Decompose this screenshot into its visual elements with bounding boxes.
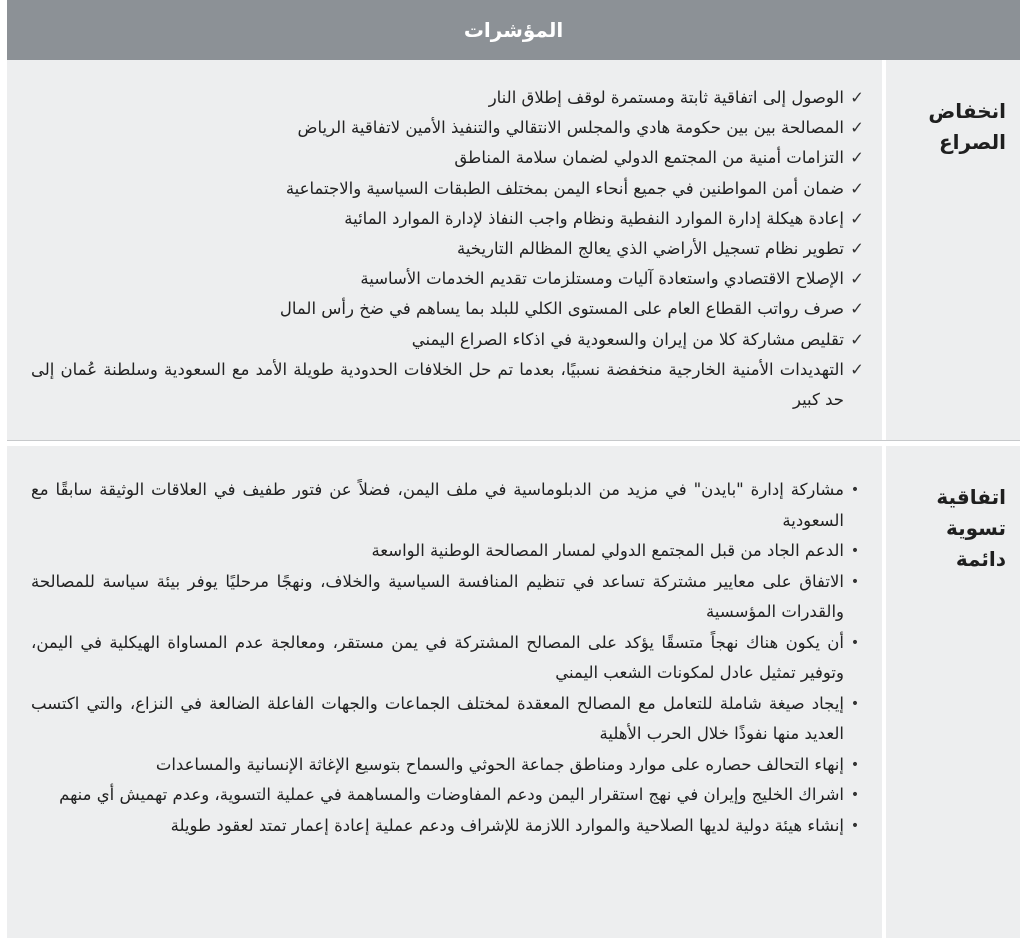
- list-item: ✓ تقليص مشاركة كلا من إيران والسعودية في اذكاء الصراع اليمني: [31, 325, 868, 355]
- row-content: [31, 475, 868, 841]
- list-item: • إيجاد صيغة شاملة للتعامل مع المصالح المعقدة لمختلف الجماعات والجهات الفاعلة الضالعة في النزاع، والتي اكتسب العديد منها نفوذًا خلال الحرب الأهلية: [31, 689, 868, 750]
- list-item: ✓ إعادة هيكلة إدارة الموارد النفطية ونظام واجب النفاذ لإدارة الموارد المائية: [31, 204, 868, 234]
- list-item: ✓ الإصلاح الاقتصادي واستعادة آليات ومستلزمات تقديم الخدمات الأساسية: [31, 264, 868, 294]
- list-item: • اشراك الخليج وإيران في نهج استقرار اليمن ودعم المفاوضات والمساهمة في عملية التسوية، وعدم تهميش أي منهم: [31, 780, 868, 811]
- row-label: انخفاض الصراع: [928, 99, 1006, 154]
- bullet-icon: •: [850, 482, 860, 498]
- checklist: [31, 83, 868, 415]
- list-item: ✓ ضمان أمن المواطنين في جميع أنحاء اليمن بمختلف الطبقات السياسية والاجتماعية: [31, 174, 868, 204]
- check-icon: ✓: [850, 178, 864, 198]
- bullet-icon: •: [850, 573, 860, 590]
- check-icon: ✓: [850, 208, 864, 228]
- list-item: • الاتفاق على معايير مشتركة تساعد في تنظيم المنافسة السياسية والخلاف، ونهجًا مرحليًا يوفر بيئة سياسة للمصالحة والقدرات المؤسسية: [31, 567, 868, 628]
- check-icon: ✓: [850, 269, 864, 289]
- check-icon: ✓: [850, 239, 864, 259]
- bullet-icon: •: [850, 695, 860, 712]
- row-label: اتفاقية تسوية دائمة: [936, 485, 1006, 571]
- list-item: ✓ تطوير نظام تسجيل الأراضي الذي يعالج المظالم التاريخية: [31, 234, 868, 264]
- table-row-conflict-reduction: [7, 60, 1020, 440]
- bullet-icon: •: [850, 543, 860, 559]
- list-item: • إنهاء التحالف حصاره على موارد ومناطق جماعة الحوثي والسماح بتوسيع الإغاثة الإنسانية والمساعدات: [31, 750, 868, 781]
- list-item: ✓ الوصول إلى اتفاقية ثابتة ومستمرة لوقف إطلاق النار: [31, 83, 868, 113]
- bullet-list: [31, 475, 868, 841]
- table-header: [7, 0, 1020, 60]
- bullet-icon: •: [850, 787, 860, 803]
- list-item: • إنشاء هيئة دولية لديها الصلاحية والموارد اللازمة للإشراف ودعم عملية إعادة إعمار تمتد لعقود طويلة: [31, 811, 868, 842]
- list-item: • الدعم الجاد من قبل المجتمع الدولي لمسار المصالحة الوطنية الواسعة: [31, 536, 868, 567]
- indicators-table: [7, 0, 1020, 938]
- row-label-cell: [882, 60, 1020, 440]
- table-row-permanent-settlement: [7, 446, 1020, 938]
- check-icon: ✓: [850, 148, 864, 168]
- list-item: • أن يكون هناك نهجاً متسقًا يؤكد على المصالح المشتركة في يمن مستقر، ومعالجة عدم المساواة الهيكلية في اليمن، وتوفير تمثيل عادل لمكونات الشعب اليمني: [31, 628, 868, 689]
- list-item: ✓ المصالحة بين بين حكومة هادي والمجلس الانتقالي والتنفيذ الأمين لاتفاقية الرياض: [31, 113, 868, 143]
- row-content: [31, 83, 868, 415]
- list-item: ✓ التزامات أمنية من المجتمع الدولي لضمان سلامة المناطق: [31, 143, 868, 173]
- check-icon: ✓: [850, 88, 864, 107]
- check-icon: ✓: [850, 118, 864, 138]
- row-label-cell: [882, 446, 1020, 938]
- check-icon: ✓: [850, 359, 864, 379]
- check-icon: ✓: [850, 329, 864, 349]
- header-title: المؤشرات: [463, 18, 564, 42]
- check-icon: ✓: [850, 299, 864, 319]
- list-item: • مشاركة إدارة "بايدن" في مزيد من الدبلوماسية في ملف اليمن، فضلاً عن فتور طفيف في العلاقات الوثيقة سابقًا مع السعودية: [31, 475, 868, 536]
- list-item: ✓ صرف رواتب القطاع العام على المستوى الكلي للبلد بما يساهم في ضخ رأس المال: [31, 294, 868, 324]
- bullet-icon: •: [850, 817, 860, 834]
- bullet-icon: •: [850, 634, 860, 651]
- list-item: ✓ التهديدات الأمنية الخارجية منخفضة نسبيًا، بعدما تم حل الخلافات الحدودية طويلة الأمد مع السعودية وسلطنة عُمان إلى حد كبير: [31, 355, 868, 415]
- bullet-icon: •: [850, 756, 860, 773]
